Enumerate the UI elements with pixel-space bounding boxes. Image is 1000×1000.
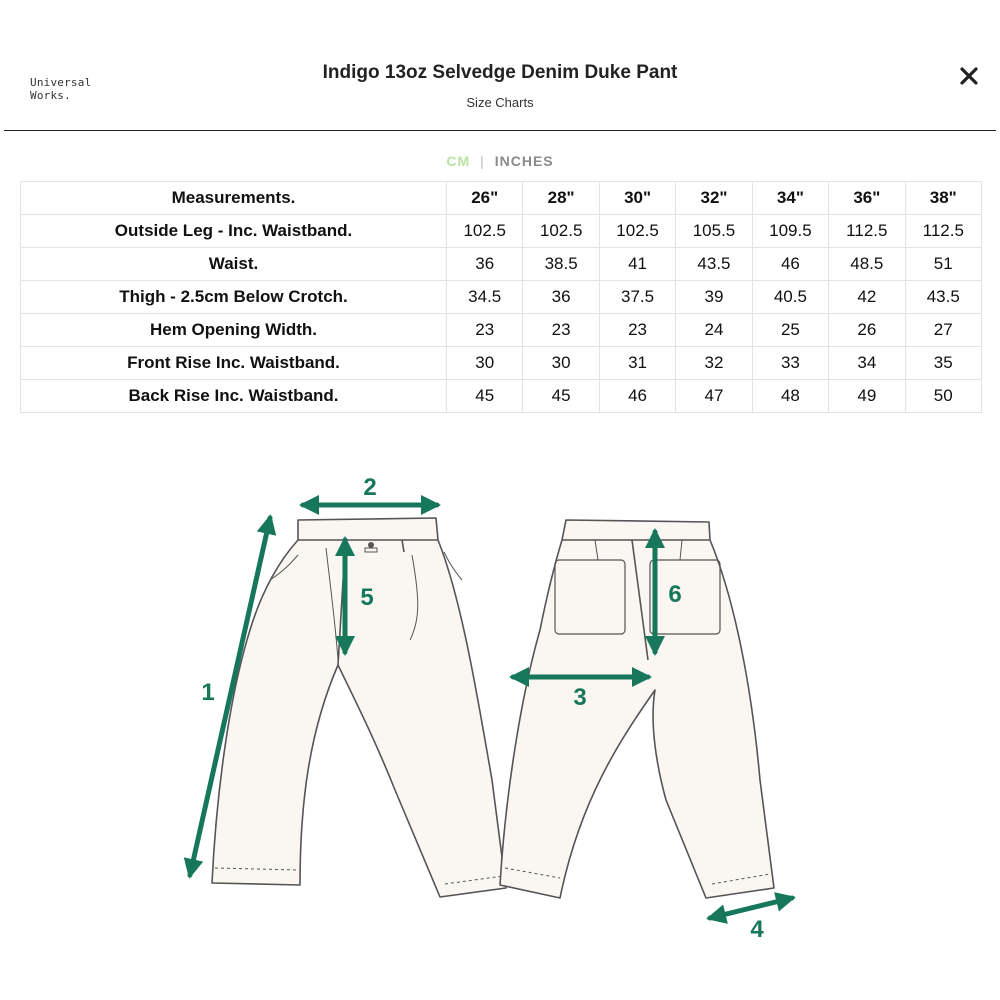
table-cell: 112.5 — [829, 215, 905, 248]
table-cell: 23 — [599, 314, 675, 347]
table-cell: 36 — [447, 248, 523, 281]
table-cell: 25 — [752, 314, 828, 347]
column-header: Measurements. — [21, 182, 447, 215]
measurement-arrow-4 — [710, 898, 792, 918]
table-row — [21, 281, 982, 314]
table-cell: 49 — [829, 380, 905, 413]
table-row — [21, 314, 982, 347]
measurement-label-6: 6 — [668, 581, 682, 608]
table-cell: 39 — [676, 281, 752, 314]
measurement-label-4: 4 — [750, 916, 764, 943]
row-label: Waist. — [21, 248, 447, 281]
table-row — [21, 380, 982, 413]
table-row — [21, 347, 982, 380]
table-header-row — [21, 182, 982, 215]
page-title: Indigo 13oz Selvedge Denim Duke Pant — [322, 62, 678, 83]
table-cell: 41 — [599, 248, 675, 281]
table-cell: 32 — [676, 347, 752, 380]
table-cell: 23 — [523, 314, 599, 347]
table-cell: 47 — [676, 380, 752, 413]
row-label: Hem Opening Width. — [21, 314, 447, 347]
table-cell: 48.5 — [829, 248, 905, 281]
unit-separator: | — [480, 153, 485, 169]
row-label: Back Rise Inc. Waistband. — [21, 380, 447, 413]
table-cell: 34 — [829, 347, 905, 380]
table-cell: 46 — [752, 248, 828, 281]
column-header: 38" — [905, 182, 981, 215]
table-cell: 43.5 — [905, 281, 981, 314]
brand-line-1: Universal — [30, 76, 92, 89]
table-cell: 102.5 — [523, 215, 599, 248]
table-cell: 33 — [752, 347, 828, 380]
table-cell: 34.5 — [447, 281, 523, 314]
table-cell: 43.5 — [676, 248, 752, 281]
header-divider — [4, 130, 996, 131]
column-header: 32" — [676, 182, 752, 215]
back-pant-illustration — [500, 520, 774, 898]
page-subtitle: Size Charts — [466, 95, 534, 110]
column-header: 30" — [599, 182, 675, 215]
brand-line-2: Works. — [30, 89, 71, 102]
table-cell: 37.5 — [599, 281, 675, 314]
table-cell: 105.5 — [676, 215, 752, 248]
table-cell: 102.5 — [599, 215, 675, 248]
table-cell: 45 — [523, 380, 599, 413]
unit-toggle — [0, 153, 1000, 169]
table-cell: 112.5 — [905, 215, 981, 248]
table-cell: 31 — [599, 347, 675, 380]
table-cell: 23 — [447, 314, 523, 347]
table-cell: 109.5 — [752, 215, 828, 248]
table-row — [21, 215, 982, 248]
pant-measurement-diagram — [0, 440, 1000, 1000]
table-cell: 46 — [599, 380, 675, 413]
table-cell: 38.5 — [523, 248, 599, 281]
measurement-label-5: 5 — [360, 584, 374, 611]
close-button[interactable] — [955, 62, 983, 90]
table-cell: 24 — [676, 314, 752, 347]
measurement-label-2: 2 — [363, 474, 377, 501]
row-label: Front Rise Inc. Waistband. — [21, 347, 447, 380]
row-label: Thigh - 2.5cm Below Crotch. — [21, 281, 447, 314]
size-table — [20, 181, 982, 413]
close-icon — [955, 62, 983, 90]
table-cell: 42 — [829, 281, 905, 314]
table-cell: 30 — [523, 347, 599, 380]
table-cell: 30 — [447, 347, 523, 380]
table-cell: 102.5 — [447, 215, 523, 248]
table-cell: 35 — [905, 347, 981, 380]
table-cell: 51 — [905, 248, 981, 281]
measurement-label-3: 3 — [573, 684, 587, 711]
column-header: 34" — [752, 182, 828, 215]
table-cell: 48 — [752, 380, 828, 413]
table-cell: 40.5 — [752, 281, 828, 314]
unit-cm-tab[interactable]: CM — [446, 153, 471, 169]
unit-inches-tab[interactable]: INCHES — [494, 153, 554, 169]
table-cell: 45 — [447, 380, 523, 413]
measurement-label-1: 1 — [201, 679, 215, 706]
row-label: Outside Leg - Inc. Waistband. — [21, 215, 447, 248]
column-header: 28" — [523, 182, 599, 215]
table-row — [21, 248, 982, 281]
column-header: 36" — [829, 182, 905, 215]
table-cell: 26 — [829, 314, 905, 347]
table-cell: 50 — [905, 380, 981, 413]
table-cell: 36 — [523, 281, 599, 314]
column-header: 26" — [447, 182, 523, 215]
table-cell: 27 — [905, 314, 981, 347]
